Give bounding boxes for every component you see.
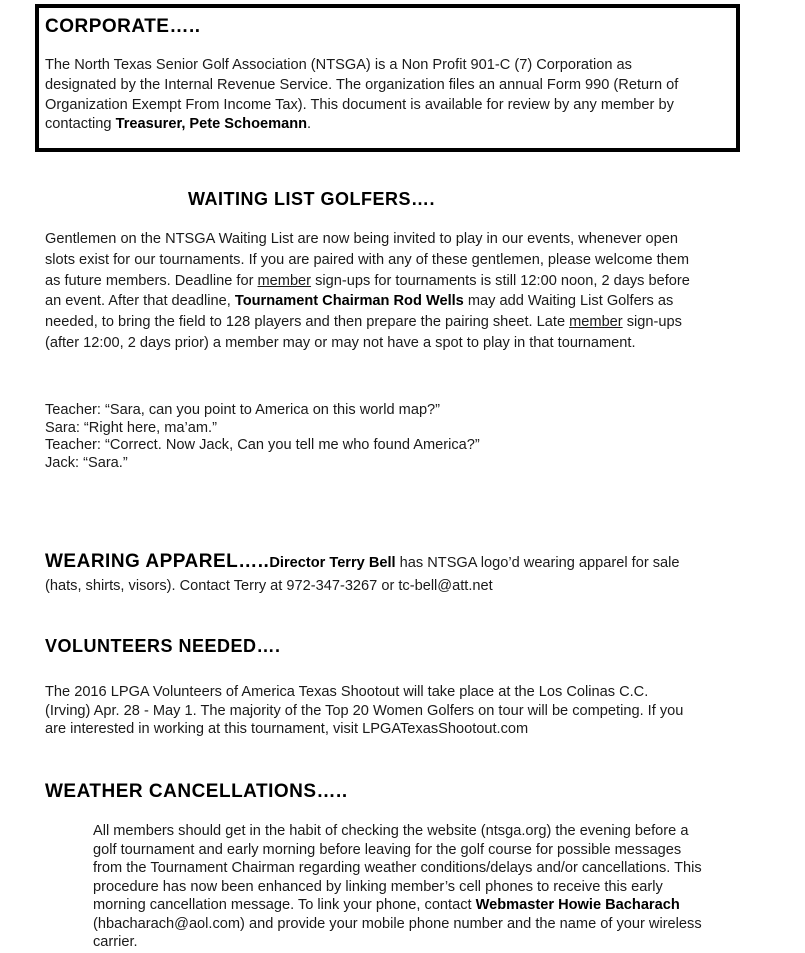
joke-block (45, 402, 480, 472)
joke-line: Teacher: “Correct. Now Jack, Can you tell me who found America?” (45, 437, 480, 454)
waiting-line: (after 12:00, 2 days prior) a member may or may not have a spot to play in that tournament. (45, 334, 636, 351)
waiting-line (45, 291, 795, 312)
waiting-text: may add Waiting List Golfers as (463, 293, 674, 310)
corporate-text: contacting (45, 116, 116, 133)
waiting-list-paragraph (45, 229, 795, 354)
weather-line: (hbacharach@aol.com) and provide your mobile phone number and the name of your wireless (93, 915, 702, 932)
joke-line: Jack: “Sara.” (45, 454, 128, 471)
weather-paragraph (93, 822, 702, 952)
waiting-line (45, 312, 795, 333)
waiting-text: needed, to bring the field to 128 players and then prepare the pairing sheet. Late (45, 314, 570, 331)
waiting-text: as future members. Deadline for (45, 272, 258, 289)
volunteers-line: (Irving) Apr. 28 - May 1. The majority of the Top 20 Women Golfers on tour will be competing. If you (45, 702, 684, 719)
waiting-line: slots exist for our tournaments. If you are paired with any of these gentlemen, please welcome them (45, 251, 690, 268)
corporate-line (45, 115, 735, 135)
volunteers-line: The 2016 LPGA Volunteers of America Texas Shootout will take place at the Los Colinas C.C. (45, 684, 649, 700)
volunteers-line: are interested in working at this tournament, visit LPGATexasShootout.com (45, 721, 529, 737)
apparel-director-name: Director Terry Bell (269, 555, 396, 571)
weather-line (93, 896, 702, 915)
volunteers-heading: VOLUNTEERS NEEDED…. (45, 636, 281, 656)
waiting-line: Gentlemen on the NTSGA Waiting List are now being invited to play in our events, whenever open (45, 231, 679, 247)
weather-text: morning cancellation message. To link your phone, contact (93, 897, 476, 913)
corporate-line: The North Texas Senior Golf Association (NTSGA) is a Non Profit 901-C (7) Corporation as (45, 57, 632, 73)
weather-line: from the Tournament Chairman regarding weather conditions/delays and/or cancellations. This (93, 860, 702, 876)
apparel-heading: WEARING APPAREL….. (45, 551, 270, 572)
joke-line: Teacher: “Sara, can you point to America on this world map?” (45, 402, 441, 418)
member-underlined: member (257, 272, 312, 289)
corporate-line: Organization Exempt From Income Tax). This document is available for review by any member by (45, 96, 674, 113)
weather-line: carrier. (93, 934, 138, 950)
waiting-text: sign-ups (622, 314, 682, 331)
apparel-contact-line: (hats, shirts, visors). Contact Terry at 972-347-3267 or tc-bell@att.net (45, 578, 493, 594)
treasurer-name: Treasurer, Pete Schoemann (115, 116, 308, 133)
webmaster-name: Webmaster Howie Bacharach (475, 897, 680, 913)
tournament-chairman-name: Tournament Chairman Rod Wells (234, 293, 464, 310)
corporate-paragraph (45, 56, 735, 135)
weather-line: golf tournament and early morning before leaving for the golf course for possible messages (93, 841, 682, 858)
weather-line: procedure has now been enhanced by linking member’s cell phones to receive this early (93, 878, 663, 895)
apparel-text: has NTSGA logo’d wearing apparel for sale (395, 555, 680, 571)
weather-line: All members should get in the habit of checking the website (ntsga.org) the evening before a (93, 823, 689, 839)
apparel-first-line (45, 551, 680, 574)
joke-line: Sara: “Right here, ma’am.” (45, 419, 217, 436)
corporate-text: . (307, 116, 312, 133)
weather-heading: WEATHER CANCELLATIONS….. (45, 781, 348, 802)
member-underlined: member (569, 314, 623, 331)
corporate-heading: CORPORATE….. (45, 16, 201, 37)
waiting-text: sign-ups for tournaments is still 12:00 noon, 2 days before (311, 272, 690, 289)
volunteers-paragraph (45, 683, 683, 739)
corporate-line: designated by the Internal Revenue Service. The organization files an annual Form 990 (Return of (45, 76, 679, 93)
waiting-list-heading: WAITING LIST GOLFERS…. (188, 189, 435, 209)
waiting-text: an event. After that deadline, (45, 293, 235, 310)
waiting-line (45, 271, 795, 292)
